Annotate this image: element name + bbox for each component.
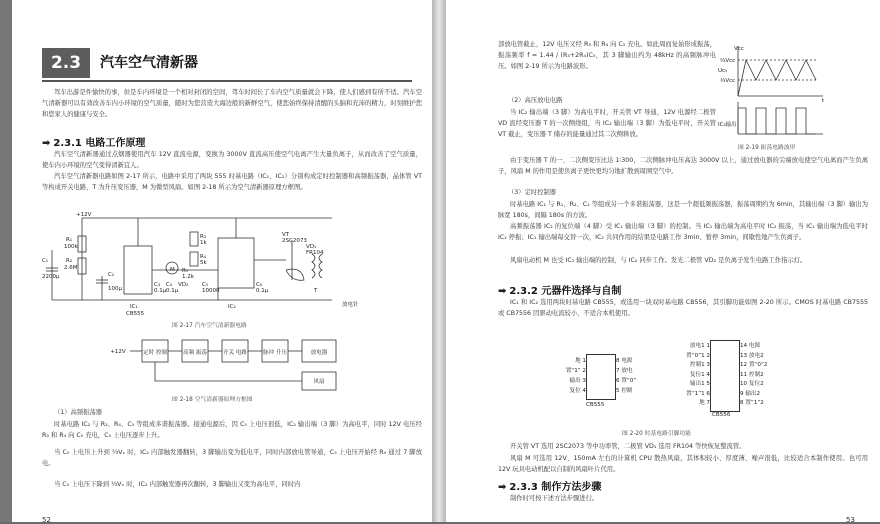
- block-input: +12V: [110, 349, 126, 355]
- circuit-label: 5k: [200, 260, 207, 266]
- cb556-label: CB556: [712, 412, 731, 418]
- circuit-label: C₁: [42, 258, 49, 264]
- subheading-high-voltage: （2）高压放电电路: [508, 97, 563, 104]
- circuit-label: VD₁: [306, 244, 317, 250]
- circuit-label: C₅: [202, 282, 209, 288]
- paragraph-3: 时基电路 IC₂ 与 R₃、R₄、C₅ 等组成多谐振荡器。接通电源后，因 C₅ 上电压很低，IC₂ 输出端（3 脚）为高电平，同时 12V 电压经 R₃ 和 R₄ 向 C₅ 充电，C₅ 上电压逐步上升。: [42, 421, 422, 439]
- right-paragraph-5: 高频振荡器 IC₂ 的复位端（4 脚）受 IC₁ 输出端（3 脚）的控制。当 IC₁ 输出端为高电平时 IC₂ 振荡，当 IC₁ 输出端为低电平时 IC₂ 停振；IC₁ 输出端每交替一次，IC₂ 共同作用的结果是电路工作 3min、暂停 3min，间歇性地产生负离子。: [498, 223, 868, 241]
- block-oscillator: 高频 振荡: [183, 350, 207, 356]
- cb556-pin-12: 12 置“0”2: [740, 362, 768, 368]
- wave-vcc: Vcc: [734, 46, 744, 52]
- cb556-pin-11: 11 控制2: [740, 371, 764, 378]
- section-number: 2.3: [42, 48, 90, 78]
- circuit-label: R₁: [66, 237, 73, 243]
- cb555-pin-8: 8 电源: [616, 358, 633, 364]
- block-booster: 脉冲 升压: [263, 350, 287, 356]
- subheading-timer: （3）定时控制器: [508, 189, 557, 196]
- wave-ic2-output: IC₂输出: [718, 122, 737, 128]
- cb556-pin-4: 复位1 4: [689, 371, 710, 378]
- right-paragraph-9: 风扇 M 可选用 12V、150mA 左右的计算机 CPU 散热风扇，其体积较小、厚度薄、噪声很低，比较适合本制作使用。也可用 12V 玩具电动机配以自制的风扇叶片代用。: [498, 455, 868, 473]
- figure-2-17-caption: 图 2-17 汽车空气清新器电路: [172, 323, 247, 329]
- circuit-label: IC₂: [228, 304, 236, 310]
- subheading-oscillator: （1）高频振荡器: [54, 409, 103, 416]
- circuit-label: VD₂: [178, 282, 189, 288]
- circuit-label: R₂: [66, 258, 73, 264]
- circuit-label: 100k: [64, 244, 78, 250]
- circuit-diagram: [42, 210, 382, 318]
- circuit-label: 1k: [200, 240, 207, 246]
- cb556-pin-8: 8 置“1”2: [740, 400, 764, 406]
- circuit-label: IC₁: [130, 304, 138, 310]
- figure-2-20-caption: 图 2-20 时基电路引脚功能: [622, 431, 692, 437]
- circuit-label: 0.1μ: [154, 288, 167, 294]
- right-paragraph-4: 时基电路 IC₁ 与 R₁、R₂、C₂ 等组成另一个多谐振荡器，这是一个超低频振荡器，振荡周期约为 6min，其输出端（3 脚）输出为脉宽 180s，间隔 180s 的方波。: [498, 201, 868, 219]
- paragraph-1: 汽车空气清新器通过点烟器使用汽车 12V 直流电源，变换为 3000V 直流高压使空气电离产生大量负离子，从而改善了空气质量，使车内小环境的空气变得清新宜人。: [42, 151, 422, 169]
- circuit-label: T: [314, 288, 318, 294]
- intro-paragraph: 驾车出游是件愉快的事，但是车内环境是一个相对封闭的空间，驾车时间长了车内空气质量就会下降，使人们感到有所不适。汽车空气清新器可以有效改善车内小环境的空气质量，随时为您营造大海边般的新鲜空气，使您始终保持清醒的头脑和充沛的精力，时刻维护您和您家人的健康与安全。: [42, 89, 422, 118]
- cb556-pin-10: 10 复位2: [740, 381, 764, 387]
- page-number-left: 52: [42, 516, 51, 524]
- cb556-pin-1: 放电1 1: [689, 343, 710, 349]
- right-paragraph-10: 制作时可按下述方法步骤进行。: [510, 495, 599, 502]
- wave-one-third: ⅓Vcc: [720, 78, 736, 84]
- circuit-label: 0.1μ: [166, 288, 179, 294]
- paragraph-5: 当 C₅ 上电压下降到 ⅓Vₓ 时，IC₂ 内部触发器再次翻转，3 脚输出又变为高电平，同时内: [54, 481, 301, 488]
- page-number-right: 53: [846, 516, 855, 524]
- wave-two-thirds: ⅔Vcc: [720, 58, 736, 64]
- circuit-label: +12V: [76, 212, 92, 218]
- cb556-pin-9: 9 输出2: [740, 390, 761, 397]
- circuit-label: 2.6M: [64, 265, 78, 271]
- cb556-chip: [670, 340, 780, 420]
- circuit-label: 10000: [202, 288, 220, 294]
- section-title: 汽车空气清新器: [100, 55, 198, 71]
- right-page: [446, 0, 880, 522]
- circuit-label: C₄: [166, 282, 173, 288]
- cb555-pin-7: 7 放电: [616, 368, 633, 374]
- right-paragraph-6: 风扇电动机 M 也受 IC₁ 输出端的控制，与 IC₂ 同步工作。发光二极管 VD₂ 是负离子发生电路工作指示灯。: [510, 257, 807, 264]
- circuit-label: 2SC2073: [282, 238, 307, 244]
- cb556-pin-6: 置“1”1 6: [686, 390, 710, 397]
- left-page: [12, 0, 432, 522]
- waveform-chart: [718, 40, 828, 140]
- circuit-label: C₆: [256, 282, 263, 288]
- right-paragraph-2: 当 IC₂ 输出端（3 脚）为高电平时，开关管 VT 导通，12V 电源经二极管 VD 流经变压器 T 的一次侧绕组，当 IC₂ 输出端（3 脚）为低电平时，开关管 VT 截止，变压器 T 储存的能量通过其二次侧释放。: [498, 109, 716, 138]
- cb555-pin-4: 复位 4: [569, 388, 586, 394]
- wave-t: t: [822, 98, 825, 104]
- block-diagram: [112, 332, 372, 392]
- arrow-icon: ➡: [42, 138, 51, 149]
- right-paragraph-8: 开关管 VT 选用 2SC2073 等中功率管，二极管 VD₁ 选用 FR104 等快恢复整流管。: [510, 443, 746, 450]
- wave-uc5: Uc₅: [718, 68, 728, 74]
- arrow-icon: ➡: [498, 482, 507, 493]
- block-fan: 风扇: [313, 379, 325, 385]
- paragraph-2: 汽车空气清新器电路如图 2-17 所示，电路中采用了两块 555 时基电路（IC₁、IC₂）分别构成定时控制器和高频振荡器，晶体管 VT 等构成开关电路，T 为升压变压器，M 为微型风扇。如图 2-18 所示为空气清新器原理方框图。: [42, 173, 422, 191]
- cb556-pin-13: 13 放电2: [740, 352, 764, 359]
- cb555-chip: [556, 354, 646, 414]
- circuit-label: 放电针: [342, 302, 359, 308]
- block-timer: 定时 控制: [143, 350, 167, 356]
- cb556-pin-7: 地 7: [699, 400, 710, 406]
- cb555-pin-6: 6 置“0”: [616, 378, 637, 384]
- circuit-label: 2200μ: [42, 274, 60, 280]
- cb555-label: CB555: [586, 402, 605, 408]
- circuit-label: C₃: [154, 282, 161, 288]
- cb556-pin-14: 14 电源: [740, 343, 761, 349]
- right-paragraph-1: 部放电管截止，12V 电压又经 R₃ 和 R₄ 向 C₅ 充电。如此周而复始形成振荡，振荡频率 f = 1.44 / (R₃+2R₄)C₅，其 3 脚输出约为 48kHz 的高频脉冲电压。如图 2-19 所示为电路波形。: [498, 41, 716, 70]
- circuit-label: R₄: [200, 254, 207, 260]
- book-gutter: [432, 0, 446, 522]
- circuit-label: 1.2k: [182, 274, 194, 280]
- cb555-pin-2: 置“1” 2: [565, 368, 586, 374]
- circuit-label: R₃: [200, 234, 207, 240]
- section-rule: [42, 80, 412, 82]
- heading-2-3-3: ➡ 2.3.3 制作方法步骤: [498, 482, 602, 493]
- circuit-label: 100μ: [108, 286, 122, 292]
- circuit-label: R₅: [182, 268, 189, 274]
- heading-2-3-1: ➡ 2.3.1 电路工作原理: [42, 138, 146, 149]
- circuit-label: FR104: [306, 250, 324, 256]
- right-paragraph-3: 由于变压器 T 的一、二次侧变压比达 1∶300，二次侧脉冲电压高达 3000V 以上，通过放电器的尖端放电使空气电离而产生负离子，风扇 M 的作用是使负离子更快更均匀地扩散到周围空气中。: [498, 157, 868, 175]
- circuit-label: M: [170, 267, 175, 273]
- cb555-pin-1: 地 1: [575, 358, 586, 364]
- cb555-pin-5: 5 控制: [616, 388, 633, 394]
- figure-2-19-caption: 图 2-19 振荡电路波形: [738, 145, 796, 151]
- cb556-pin-2: 置“0”1 2: [686, 352, 710, 359]
- cb556-pin-5: 输出1 5: [689, 381, 710, 387]
- heading-2-3-2: ➡ 2.3.2 元器件选择与自制: [498, 286, 622, 297]
- right-paragraph-7: IC₁ 和 IC₂ 选用两块时基电路 CB555，或选用一块双时基电路 CB556，其引脚功能如图 2-20 所示。CMOS 时基电路 CB7555 或 CB7556 因驱动电流较小，不适合本机使用。: [498, 299, 868, 317]
- block-switch: 开关 电路: [223, 350, 247, 356]
- circuit-label: CB555: [126, 311, 145, 317]
- cb555-pin-3: 输出 3: [569, 378, 586, 384]
- circuit-label: C₂: [108, 272, 115, 278]
- circuit-label: 0.1μ: [256, 288, 269, 294]
- paragraph-4: 当 C₅ 上电压上升到 ⅔Vₓ 时，IC₂ 内部触发器翻转，3 脚输出变为低电平，同时内部放电管导通，C₅ 上电压开始经 R₄ 通过 7 脚放电。: [42, 449, 422, 467]
- block-discharger: 放电器: [310, 350, 328, 356]
- circuit-label: VT: [282, 232, 290, 238]
- figure-2-18-caption: 图 2-18 空气清新器原理方框图: [172, 397, 253, 403]
- arrow-icon: ➡: [498, 286, 507, 297]
- cb556-pin-3: 控制1 3: [689, 362, 710, 368]
